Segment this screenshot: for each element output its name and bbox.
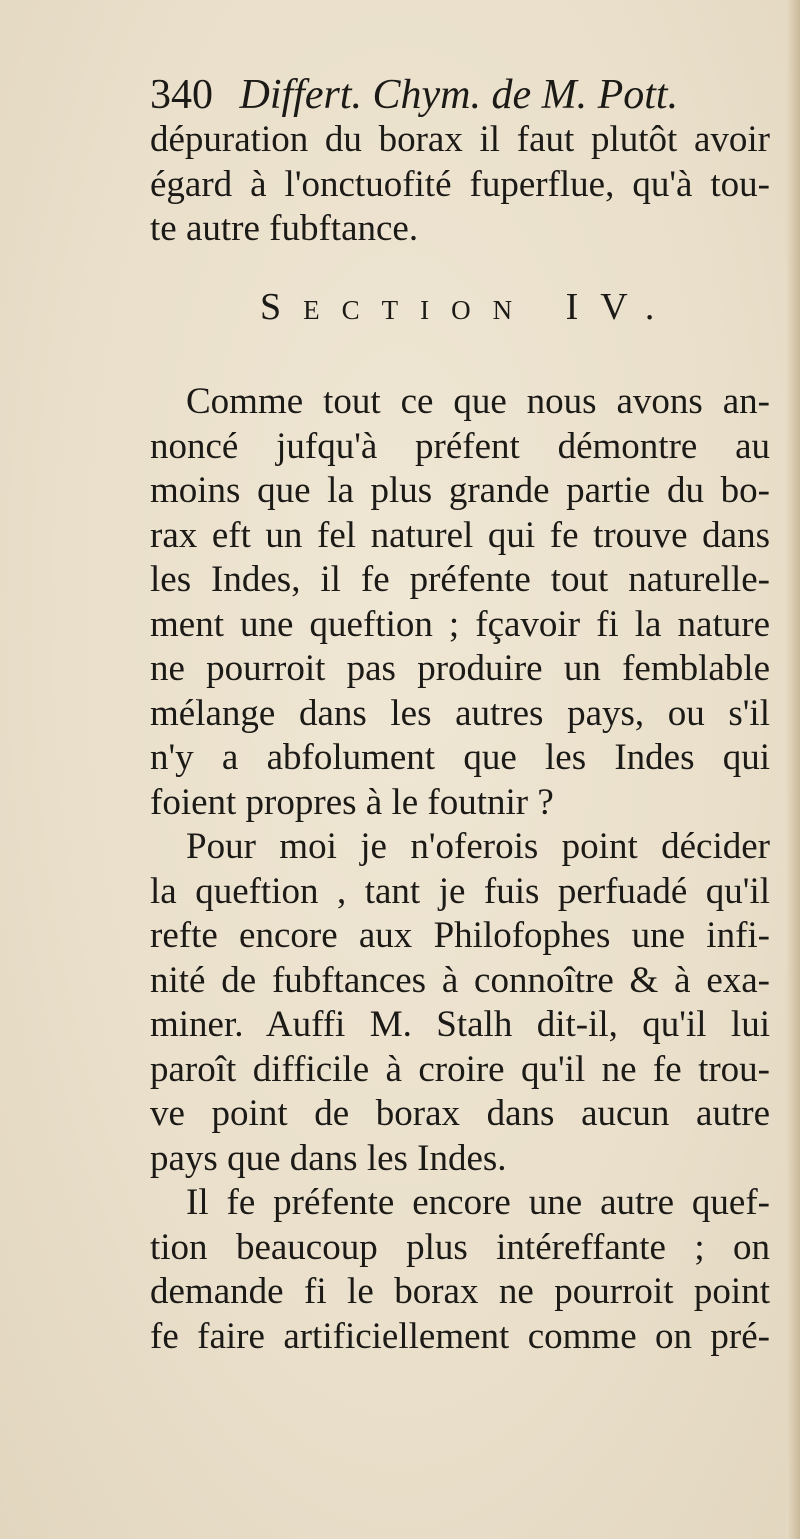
text-line: Comme tout ce que nous avons an- (186, 381, 770, 422)
opening-text (150, 118, 770, 252)
running-title: Differt. Chym. de M. Pott. (239, 72, 679, 118)
text-line: les Indes, il fe préfente tout naturelle- (150, 559, 770, 600)
running-header (150, 70, 710, 120)
text-line: n'y a abfolument que les Indes qui (150, 737, 770, 778)
text-line: demande fi le borax ne pourroit point (150, 1271, 770, 1312)
text-line: fe faire artificiellement comme on pré- (150, 1315, 770, 1357)
text-line: foient propres à le foutnir ? (150, 781, 554, 823)
section-body (150, 380, 770, 1359)
text-line: ne pourroit pas produire un femblable (150, 648, 770, 689)
section-word: ECTION (303, 295, 535, 325)
text-line: ve point de borax dans aucun autre (150, 1093, 770, 1134)
text-line: nité de fubftances à connoître & à exa- (150, 959, 770, 1001)
page-number: 340 (150, 72, 213, 118)
text-line: refte encore aux Philofophes une infi- (150, 915, 770, 956)
text-line: te autre fubftance. (150, 208, 419, 249)
text-line: dépuration du borax il faut plutôt avoir (150, 119, 770, 160)
page-edge (786, 0, 800, 1539)
text-line: ment une queftion ; fçavoir fi la nature (150, 603, 770, 645)
text-line: moins que la plus grande partie du bo- (150, 470, 770, 511)
text-line: tion beaucoup plus intéreffante ; on (150, 1226, 770, 1268)
text-line: rax eft un fel naturel qui fe trouve dans (150, 514, 770, 556)
text-line: miner. Auffi M. Stalh dit-il, qu'il lui (150, 1004, 770, 1045)
text-line: Pour moi je n'oferois point décider (186, 826, 770, 867)
section-heading (260, 282, 676, 335)
text-line: égard à l'onctuofité fuperflue, qu'à tou- (150, 163, 770, 205)
section-initial: S (260, 286, 304, 328)
text-line: paroît difficile à croire qu'il ne fe trou- (150, 1048, 770, 1090)
text-line: Il fe préfente encore une autre quef- (186, 1182, 770, 1223)
text-line: pays que dans les Indes. (150, 1137, 507, 1179)
text-line: noncé jufqu'à préfent démontre au (150, 425, 770, 467)
section-numeral: IV. (565, 286, 677, 328)
text-line: mélange dans les autres pays, ou s'il (150, 692, 770, 734)
text-line: la queftion , tant je fuis perfuadé qu'il (150, 870, 770, 912)
